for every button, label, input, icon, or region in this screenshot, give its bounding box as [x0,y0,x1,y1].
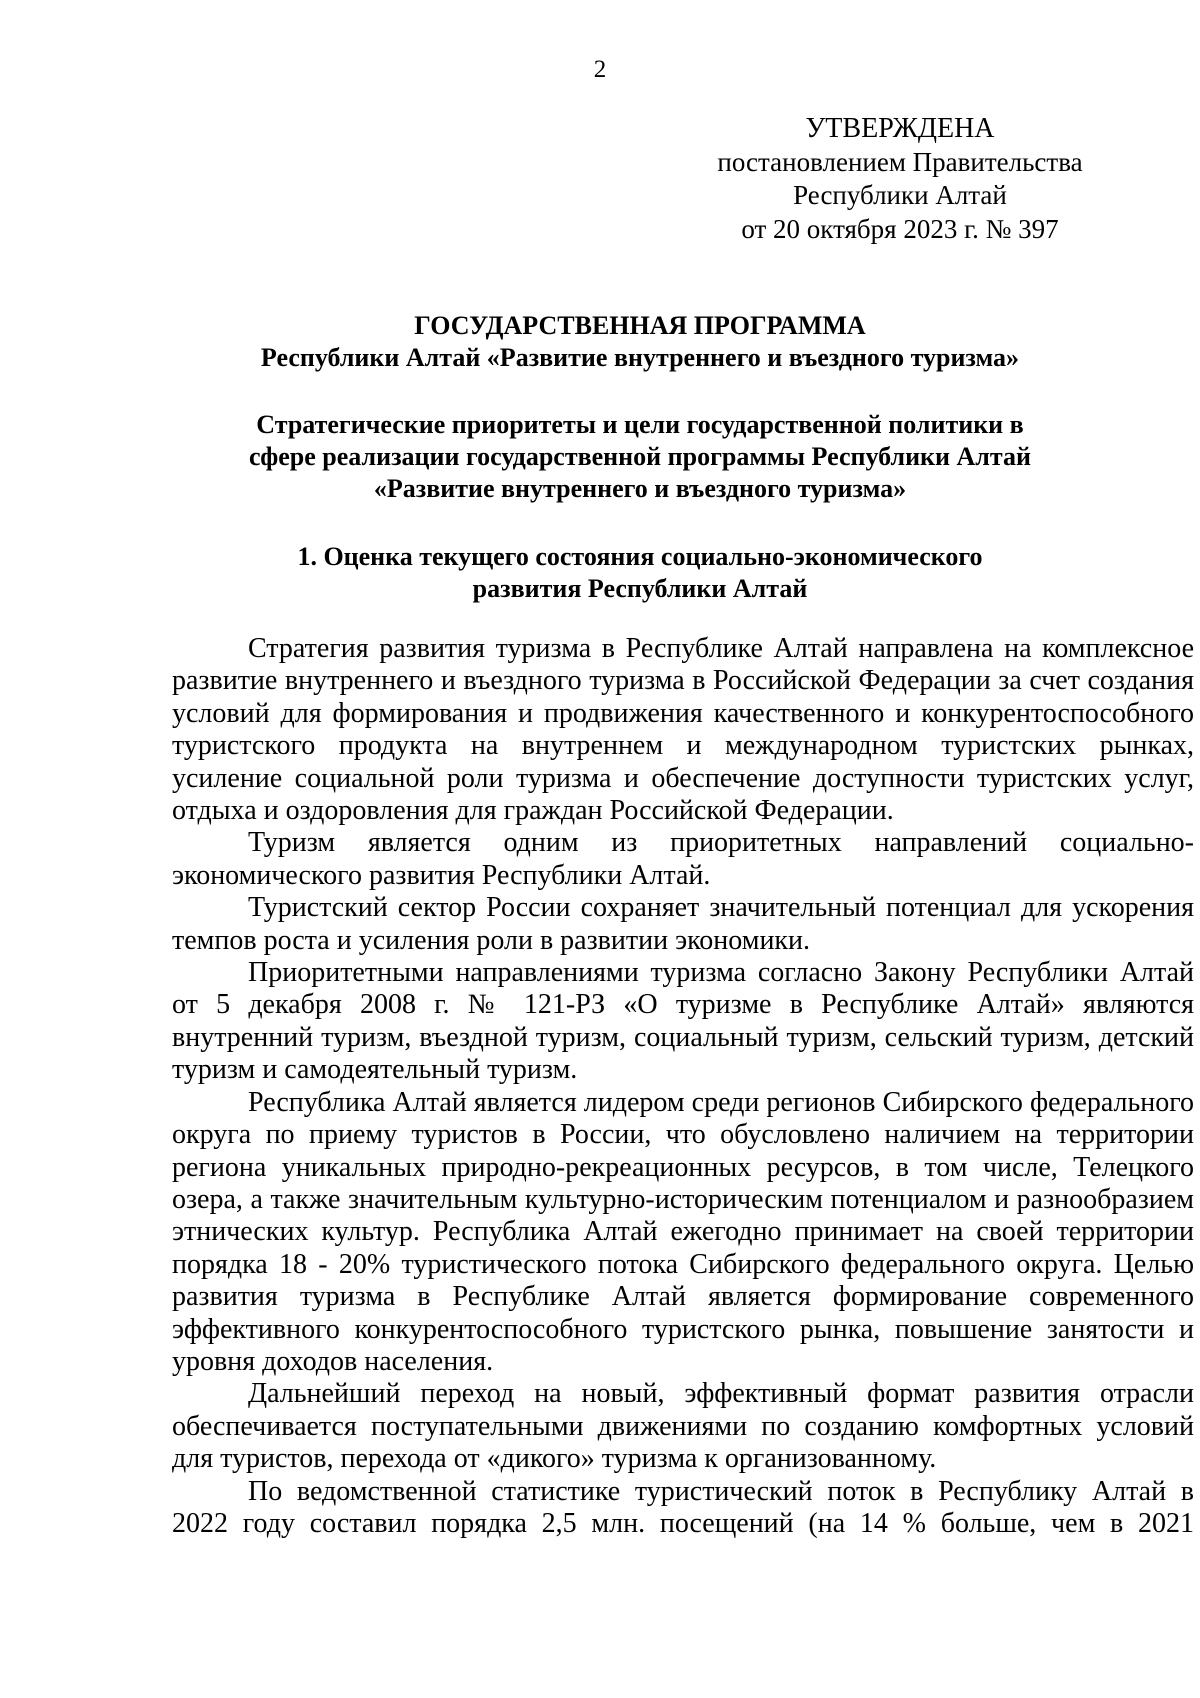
approval-line: постановлением Правительства [717,146,1083,177]
paragraph: По ведомственной статистике туристический поток в Республику Алтай в 2022 году составил порядка 2,5 млн. посещений (на 14 % больше, чем в 2021 [172,1475,1194,1539]
strategy-heading-line: сфере реализации государственной программы Республики Алтай [249,442,1031,471]
approval-block [700,112,1100,246]
strategy-heading-line: Стратегические приоритеты и цели государственной политики в [256,410,1024,439]
section-heading [180,541,1100,605]
strategy-heading [180,409,1100,505]
paragraph: Туристский сектор России сохраняет значительный потенциал для ускорения темпов роста и усиления роли в развитии экономики. [172,892,1194,956]
approval-title: УТВЕРЖДЕНА [805,113,995,144]
approval-line: Республики Алтай [793,180,1007,210]
page-number: 2 [593,56,607,83]
paragraph: Приоритетными направлениями туризма согласно Закону Республики Алтай от 5 декабря 2008 г. № 121-РЗ «О туризме в Республике Алтай» являются внутренний туризм, въездной туризм, социальный туризм, сельский туризм, детский туризм и самодеятельный туризм. [172,957,1194,1086]
section-heading-line: 1. Оценка текущего состояния социально-экономического [297,542,983,571]
approval-line: от 20 октября 2023 г. № 397 [741,213,1059,244]
paragraph: Дальнейший переход на новый, эффективный формат развития отрасли обеспечивается поступательными движениями по созданию комфортных условий для туристов, перехода от «дикого» туризма к организованному. [172,1378,1194,1475]
section-heading-line: развития Республики Алтай [472,574,808,603]
paragraph: Республика Алтай является лидером среди регионов Сибирского федерального округа по приему туристов в России, что обусловлено наличием на территории региона уникальных природно-рекреационных ресурсов, в том числе, Телецкого озера, а также значительным культурно-историческим потенциалом и разнообразием этнических культур. Республика Алтай ежегодно принимает на своей территории порядка 18 - 20% туристического потока Сибирского федерального округа. Целью развития туризма в Республике Алтай является формирование современного эффективного конкурентоспособного туристского рынка, повышение занятости и уровня доходов населения. [172,1086,1194,1377]
paragraph: Стратегия развития туризма в Республике Алтай направлена на комплексное развитие внутреннего и въездного туризма в Российской Федерации за счет создания условий для формирования и продвижения качественного и конкурентоспособного туристского продукта на внутреннем и международном туристских рынках, усиление социальной роли туризма и обеспечение доступности туристских услуг, отдыха и оздоровления для граждан Российской Федерации. [172,633,1194,827]
body-text [172,633,1194,1540]
program-heading [180,310,1100,374]
strategy-heading-line: «Развитие внутреннего и въездного туризма» [373,474,907,503]
program-heading-line: ГОСУДАРСТВЕННАЯ ПРОГРАММА [414,311,866,340]
paragraph: Туризм является одним из приоритетных направлений социально-экономического развития Республики Алтай. [172,827,1194,891]
program-heading-line: Республики Алтай «Развитие внутреннего и въездного туризма» [260,343,1020,372]
